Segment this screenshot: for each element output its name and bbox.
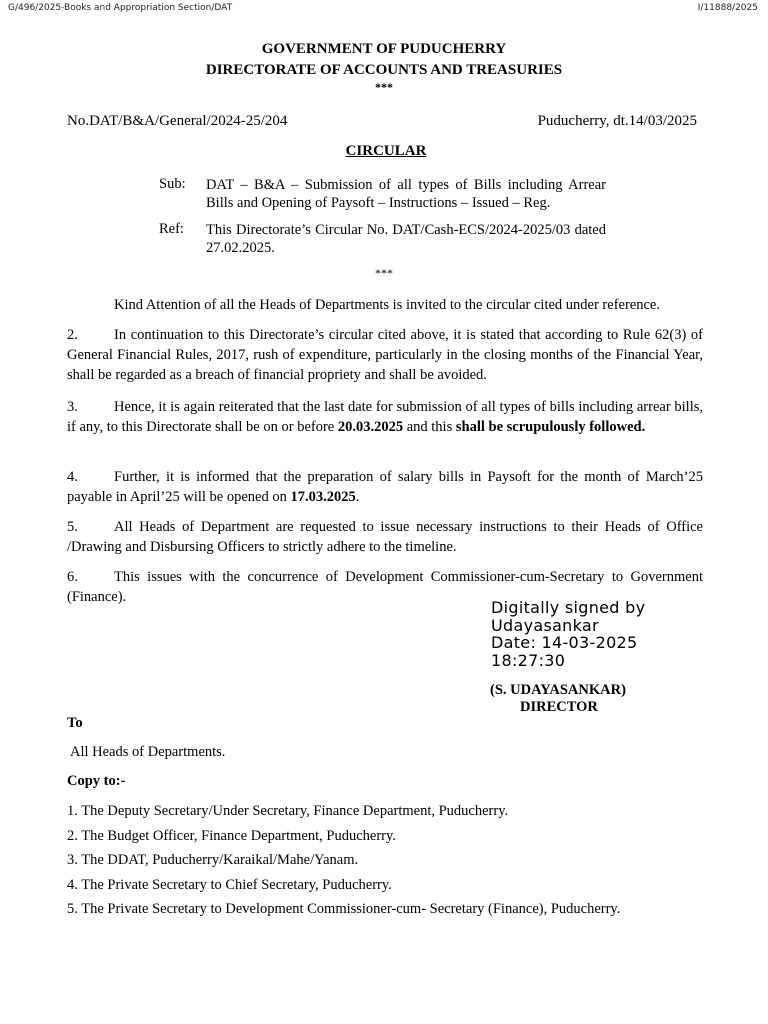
subject-text: DAT – B&A – Submission of all types of Bills including Arrear Bills and Opening of Paysoft – Instructions – Issued – Reg. xyxy=(206,177,606,211)
copy-to-label: Copy to:- xyxy=(67,773,126,789)
digital-signature-line-3: Date: 14-03-2025 xyxy=(491,633,638,652)
government-name: GOVERNMENT OF PUDUCHERRY xyxy=(261,41,507,57)
paragraph-3-emphasis: shall be scrupulously followed. xyxy=(455,419,646,435)
last-date: 20.03.2025 xyxy=(337,419,404,435)
paragraph-6-text: This issues with the concurrence of Development Commissioner-cum-Secretary to Government (Finance). xyxy=(67,569,703,605)
document-title: CIRCULAR xyxy=(345,143,427,159)
paragraph-intro-text: Kind Attention of all the Heads of Departments is invited to the circular cited under reference. xyxy=(114,297,660,313)
inward-number-header: I/11888/2025 xyxy=(697,3,758,13)
reference-number: No.DAT/B&A/General/2024-25/204 xyxy=(67,113,288,129)
paragraph-intro xyxy=(67,295,703,315)
paragraph-5-number: 5. xyxy=(67,519,78,535)
paragraph-5 xyxy=(67,517,703,557)
place-date: Puducherry, dt.14/03/2025 xyxy=(537,113,697,129)
to-label: To xyxy=(67,715,83,731)
paragraph-2-number: 2. xyxy=(67,327,78,343)
to-recipient: All Heads of Departments. xyxy=(70,744,226,760)
paragraph-3-text-a: Hence, it is again reiterated that the last date for submission of all types of bills including arrear bills, if any, to this Directorate shall be on or before xyxy=(67,399,703,435)
signatory-title: DIRECTOR xyxy=(520,699,598,715)
copy-to-item: 4. The Private Secretary to Chief Secretary, Puducherry. xyxy=(67,876,392,893)
copy-to-item: 5. The Private Secretary to Development Commissioner-cum- Secretary (Finance), Puducherry. xyxy=(67,901,621,917)
paragraph-4 xyxy=(67,467,703,507)
paragraph-3-text-b: and this xyxy=(406,419,453,435)
digital-signature-line-1: Digitally signed by xyxy=(491,598,646,617)
paragraph-2-text: In continuation to this Directorate’s circular cited above, it is stated that according to Rule 62(3) of General Financial Rules, 2017, rush of expenditure, particularly in the closing months of the Financial Year, shall be regarded as a breach of financial propriety and shall be avoided. xyxy=(67,327,703,383)
body-separator: *** xyxy=(375,266,393,280)
paragraph-2 xyxy=(67,325,703,385)
reference-label: Ref: xyxy=(159,221,184,237)
copy-to-item: 3. The DDAT, Puducherry/Karaikal/Mahe/Yanam. xyxy=(67,852,359,868)
directorate-name: DIRECTORATE OF ACCOUNTS AND TREASURIES xyxy=(205,62,563,78)
paysoft-open-date: 17.03.2025 xyxy=(290,489,356,505)
digital-signature-line-4: 18:27:30 xyxy=(491,650,566,670)
signatory-name: (S. UDAYASANKAR) xyxy=(490,682,626,698)
paragraph-4-text: Further, it is informed that the preparation of salary bills in Paysoft for the month of March’25 payable in April’25 will be opened on xyxy=(67,469,703,505)
paragraph-6-number: 6. xyxy=(67,569,78,585)
paragraph-3-number: 3. xyxy=(67,399,78,415)
paragraph-4-end: . xyxy=(355,489,360,505)
digital-signature-line-2: Udayasankar xyxy=(491,615,599,635)
reference-text: This Directorate’s Circular No. DAT/Cash-ECS/2024-2025/03 dated 27.02.2025. xyxy=(206,222,606,256)
paragraph-3 xyxy=(67,397,703,437)
paragraph-4-number: 4. xyxy=(67,469,78,485)
copy-to-item: 1. The Deputy Secretary/Under Secretary, Finance Department, Puducherry. xyxy=(67,803,509,819)
copy-to-list xyxy=(67,802,620,925)
subject-label: Sub: xyxy=(159,176,186,192)
copy-to-item: 2. The Budget Officer, Finance Department, Puducherry. xyxy=(67,827,396,844)
file-reference-header: G/496/2025-Books and Appropriation Section/DAT xyxy=(8,3,233,13)
letterhead-separator: *** xyxy=(375,80,393,94)
digital-signature-block xyxy=(491,599,645,669)
paragraph-5-text: All Heads of Department are requested to issue necessary instructions to their Heads of Office /Drawing and Disbursing Officers to strictly adhere to the timeline. xyxy=(67,519,703,555)
